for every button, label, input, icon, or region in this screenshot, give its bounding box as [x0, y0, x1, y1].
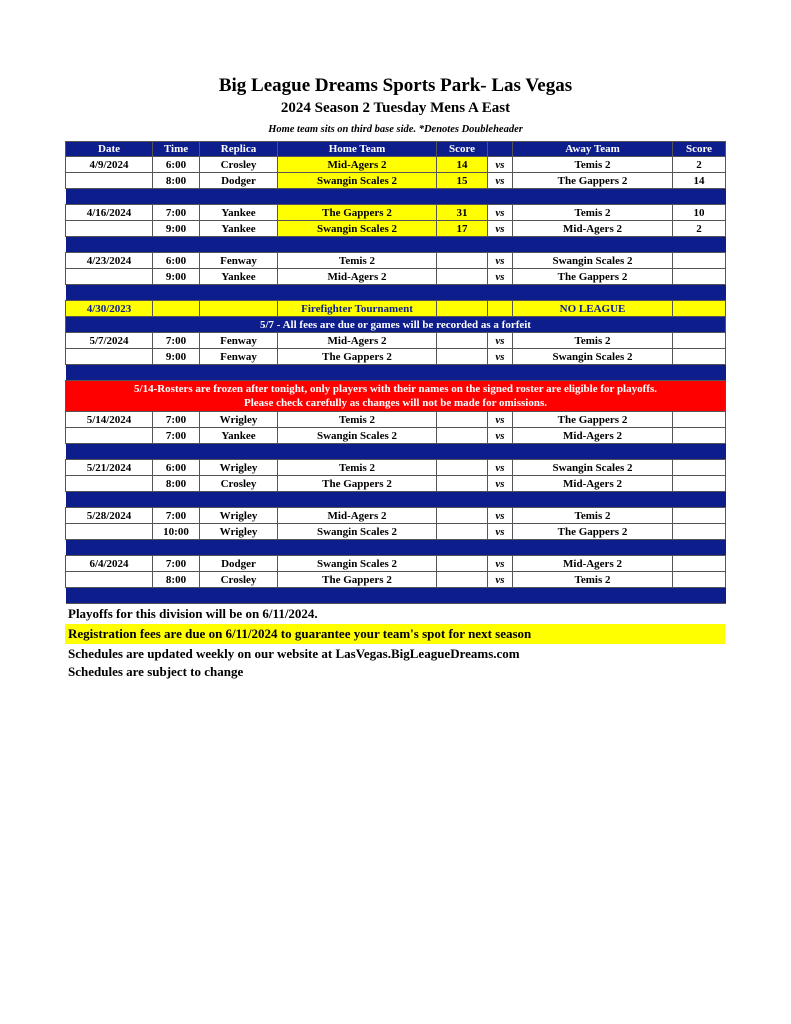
vs-cell: vs	[488, 428, 513, 444]
away-score-cell	[673, 428, 726, 444]
time-cell: 7:00	[153, 333, 200, 349]
time-cell: 7:00	[153, 556, 200, 572]
replica-cell: Yankee	[200, 221, 278, 237]
table-row	[66, 460, 726, 476]
roster-alert-row	[66, 381, 726, 412]
separator-cell	[66, 540, 726, 556]
table-row	[66, 205, 726, 221]
replica-cell: Wrigley	[200, 508, 278, 524]
home-team-cell: Swangin Scales 2	[278, 524, 437, 540]
home-team-cell: Swangin Scales 2	[278, 428, 437, 444]
roster-alert-line-1: 5/14-Rosters are frozen after tonight, only players with their names on the signed roster are eligible for playoffs.	[134, 383, 657, 395]
away-team-cell: Mid-Agers 2	[513, 428, 673, 444]
vs-cell: vs	[488, 524, 513, 540]
time-cell	[153, 301, 200, 317]
separator-row	[66, 285, 726, 301]
vs-cell	[488, 301, 513, 317]
away-team-cell: Temis 2	[513, 205, 673, 221]
home-score-cell	[437, 412, 488, 428]
home-score-cell	[437, 333, 488, 349]
away-score-cell: 2	[673, 221, 726, 237]
separator-cell	[66, 588, 726, 604]
home-score-cell	[437, 428, 488, 444]
home-score-cell: 31	[437, 205, 488, 221]
separator-cell	[66, 492, 726, 508]
away-score-cell	[673, 301, 726, 317]
replica-cell: Dodger	[200, 173, 278, 189]
vs-cell: vs	[488, 460, 513, 476]
date-cell	[66, 269, 153, 285]
date-cell	[66, 349, 153, 365]
away-score-cell: 14	[673, 173, 726, 189]
date-cell: 5/7/2024	[66, 333, 153, 349]
vs-cell: vs	[488, 333, 513, 349]
time-cell: 8:00	[153, 476, 200, 492]
vs-cell: vs	[488, 173, 513, 189]
table-header-row	[66, 142, 726, 157]
time-cell: 10:00	[153, 524, 200, 540]
vs-cell: vs	[488, 476, 513, 492]
home-score-cell	[437, 253, 488, 269]
date-cell: 4/30/2023	[66, 301, 153, 317]
time-cell: 8:00	[153, 173, 200, 189]
table-row	[66, 221, 726, 237]
date-cell: 5/28/2024	[66, 508, 153, 524]
away-score-cell	[673, 269, 726, 285]
date-cell: 4/9/2024	[66, 157, 153, 173]
home-team-cell: The Gappers 2	[278, 205, 437, 221]
away-score-cell: 10	[673, 205, 726, 221]
date-cell	[66, 572, 153, 588]
col-home-score-header: Score	[437, 142, 488, 157]
time-cell: 7:00	[153, 508, 200, 524]
away-score-cell	[673, 412, 726, 428]
col-replica-header: Replica	[200, 142, 278, 157]
page-title: Big League Dreams Sports Park- Las Vegas	[218, 75, 573, 96]
replica-cell: Fenway	[200, 253, 278, 269]
home-score-cell	[437, 556, 488, 572]
home-score-cell: 15	[437, 173, 488, 189]
time-cell: 7:00	[153, 205, 200, 221]
no-league-label: NO LEAGUE	[513, 301, 673, 317]
table-row	[66, 412, 726, 428]
date-cell: 4/16/2024	[66, 205, 153, 221]
away-team-cell: Temis 2	[513, 572, 673, 588]
away-team-cell: Temis 2	[513, 508, 673, 524]
roster-alert	[66, 381, 726, 412]
table-row	[66, 349, 726, 365]
replica-cell: Fenway	[200, 333, 278, 349]
replica-cell: Fenway	[200, 349, 278, 365]
away-team-cell: Mid-Agers 2	[513, 556, 673, 572]
vs-cell: vs	[488, 508, 513, 524]
replica-cell	[200, 301, 278, 317]
home-team-cell: The Gappers 2	[278, 476, 437, 492]
away-score-cell	[673, 556, 726, 572]
away-score-cell	[673, 349, 726, 365]
vs-cell: vs	[488, 269, 513, 285]
home-team-cell: Mid-Agers 2	[278, 157, 437, 173]
home-team-cell: The Gappers 2	[278, 572, 437, 588]
away-score-cell	[673, 508, 726, 524]
time-cell: 6:00	[153, 157, 200, 173]
separator-row	[66, 588, 726, 604]
away-team-cell: Swangin Scales 2	[513, 253, 673, 269]
home-score-cell	[437, 508, 488, 524]
registration-note: Registration fees are due on 6/11/2024 to guarantee your team's spot for next season	[65, 624, 725, 644]
replica-cell: Yankee	[200, 205, 278, 221]
home-team-cell: Mid-Agers 2	[278, 269, 437, 285]
vs-cell: vs	[488, 157, 513, 173]
away-score-cell	[673, 524, 726, 540]
date-cell: 6/4/2024	[66, 556, 153, 572]
col-vs-header	[488, 142, 513, 157]
away-team-cell: Temis 2	[513, 157, 673, 173]
replica-cell: Yankee	[200, 428, 278, 444]
home-team-cell: The Gappers 2	[278, 349, 437, 365]
away-team-cell: The Gappers 2	[513, 412, 673, 428]
home-score-cell	[437, 349, 488, 365]
replica-cell: Crosley	[200, 572, 278, 588]
table-row	[66, 508, 726, 524]
home-score-cell: 14	[437, 157, 488, 173]
separator-row	[66, 492, 726, 508]
tournament-label: Firefighter Tournament	[278, 301, 437, 317]
playoffs-note: Playoffs for this division will be on 6/11/2024.	[68, 606, 318, 621]
vs-cell: vs	[488, 205, 513, 221]
separator-cell	[66, 237, 726, 253]
away-score-cell: 2	[673, 157, 726, 173]
date-cell	[66, 524, 153, 540]
separator-row	[66, 540, 726, 556]
separator-row	[66, 365, 726, 381]
col-time-header: Time	[153, 142, 200, 157]
replica-cell: Wrigley	[200, 524, 278, 540]
time-cell: 9:00	[153, 269, 200, 285]
home-team-cell: Mid-Agers 2	[278, 333, 437, 349]
date-cell: 5/14/2024	[66, 412, 153, 428]
replica-cell: Crosley	[200, 476, 278, 492]
tournament-row	[66, 301, 726, 317]
separator-cell	[66, 285, 726, 301]
time-cell: 9:00	[153, 221, 200, 237]
time-cell: 6:00	[153, 253, 200, 269]
away-team-cell: The Gappers 2	[513, 173, 673, 189]
time-cell: 7:00	[153, 412, 200, 428]
away-team-cell: Mid-Agers 2	[513, 476, 673, 492]
time-cell: 6:00	[153, 460, 200, 476]
table-row	[66, 524, 726, 540]
away-team-cell: Mid-Agers 2	[513, 221, 673, 237]
notice-row	[66, 317, 726, 333]
vs-cell: vs	[488, 572, 513, 588]
vs-cell: vs	[488, 221, 513, 237]
fees-notice: 5/7 - All fees are due or games will be recorded as a forfeit	[66, 317, 726, 333]
home-team-cell: Temis 2	[278, 253, 437, 269]
col-date-header: Date	[66, 142, 153, 157]
col-away-score-header: Score	[673, 142, 726, 157]
table-row	[66, 253, 726, 269]
vs-cell: vs	[488, 556, 513, 572]
roster-alert-line-2: Please check carefully as changes will not be made for omissions.	[244, 397, 547, 409]
table-row	[66, 476, 726, 492]
separator-row	[66, 444, 726, 460]
page-subtitle: 2024 Season 2 Tuesday Mens A East	[280, 100, 511, 116]
table-row	[66, 157, 726, 173]
date-cell	[66, 173, 153, 189]
home-team-cell: Mid-Agers 2	[278, 508, 437, 524]
page-note: Home team sits on third base side. *Denotes Doubleheader	[268, 124, 523, 135]
home-score-cell	[437, 524, 488, 540]
replica-cell: Yankee	[200, 269, 278, 285]
home-team-cell: Temis 2	[278, 460, 437, 476]
table-row	[66, 556, 726, 572]
schedule-body	[66, 157, 726, 604]
schedule-table	[65, 141, 726, 604]
away-score-cell	[673, 253, 726, 269]
vs-cell: vs	[488, 412, 513, 428]
away-team-cell: The Gappers 2	[513, 524, 673, 540]
away-score-cell	[673, 460, 726, 476]
separator-cell	[66, 365, 726, 381]
home-team-cell: Swangin Scales 2	[278, 173, 437, 189]
time-cell: 8:00	[153, 572, 200, 588]
table-row	[66, 269, 726, 285]
away-team-cell: Temis 2	[513, 333, 673, 349]
away-score-cell	[673, 572, 726, 588]
home-score-cell	[437, 301, 488, 317]
vs-cell: vs	[488, 253, 513, 269]
time-cell: 9:00	[153, 349, 200, 365]
date-cell: 4/23/2024	[66, 253, 153, 269]
replica-cell: Dodger	[200, 556, 278, 572]
table-row	[66, 572, 726, 588]
home-team-cell: Swangin Scales 2	[278, 556, 437, 572]
vs-cell: vs	[488, 349, 513, 365]
separator-row	[66, 189, 726, 205]
separator-cell	[66, 189, 726, 205]
replica-cell: Wrigley	[200, 412, 278, 428]
home-score-cell: 17	[437, 221, 488, 237]
away-team-cell: The Gappers 2	[513, 269, 673, 285]
table-row	[66, 173, 726, 189]
col-home-header: Home Team	[278, 142, 437, 157]
away-team-cell: Swangin Scales 2	[513, 349, 673, 365]
home-score-cell	[437, 460, 488, 476]
website-note: Schedules are updated weekly on our website at LasVegas.BigLeagueDreams.com	[68, 646, 520, 661]
time-cell: 7:00	[153, 428, 200, 444]
home-score-cell	[437, 572, 488, 588]
replica-cell: Wrigley	[200, 460, 278, 476]
home-team-cell: Swangin Scales 2	[278, 221, 437, 237]
home-score-cell	[437, 476, 488, 492]
date-cell	[66, 428, 153, 444]
table-row	[66, 428, 726, 444]
date-cell	[66, 221, 153, 237]
away-score-cell	[673, 333, 726, 349]
col-away-header: Away Team	[513, 142, 673, 157]
date-cell: 5/21/2024	[66, 460, 153, 476]
away-team-cell: Swangin Scales 2	[513, 460, 673, 476]
home-team-cell: Temis 2	[278, 412, 437, 428]
separator-row	[66, 237, 726, 253]
table-row	[66, 333, 726, 349]
date-cell	[66, 476, 153, 492]
away-score-cell	[673, 476, 726, 492]
subject-to-change-note: Schedules are subject to change	[68, 664, 244, 679]
separator-cell	[66, 444, 726, 460]
home-score-cell	[437, 269, 488, 285]
replica-cell: Crosley	[200, 157, 278, 173]
